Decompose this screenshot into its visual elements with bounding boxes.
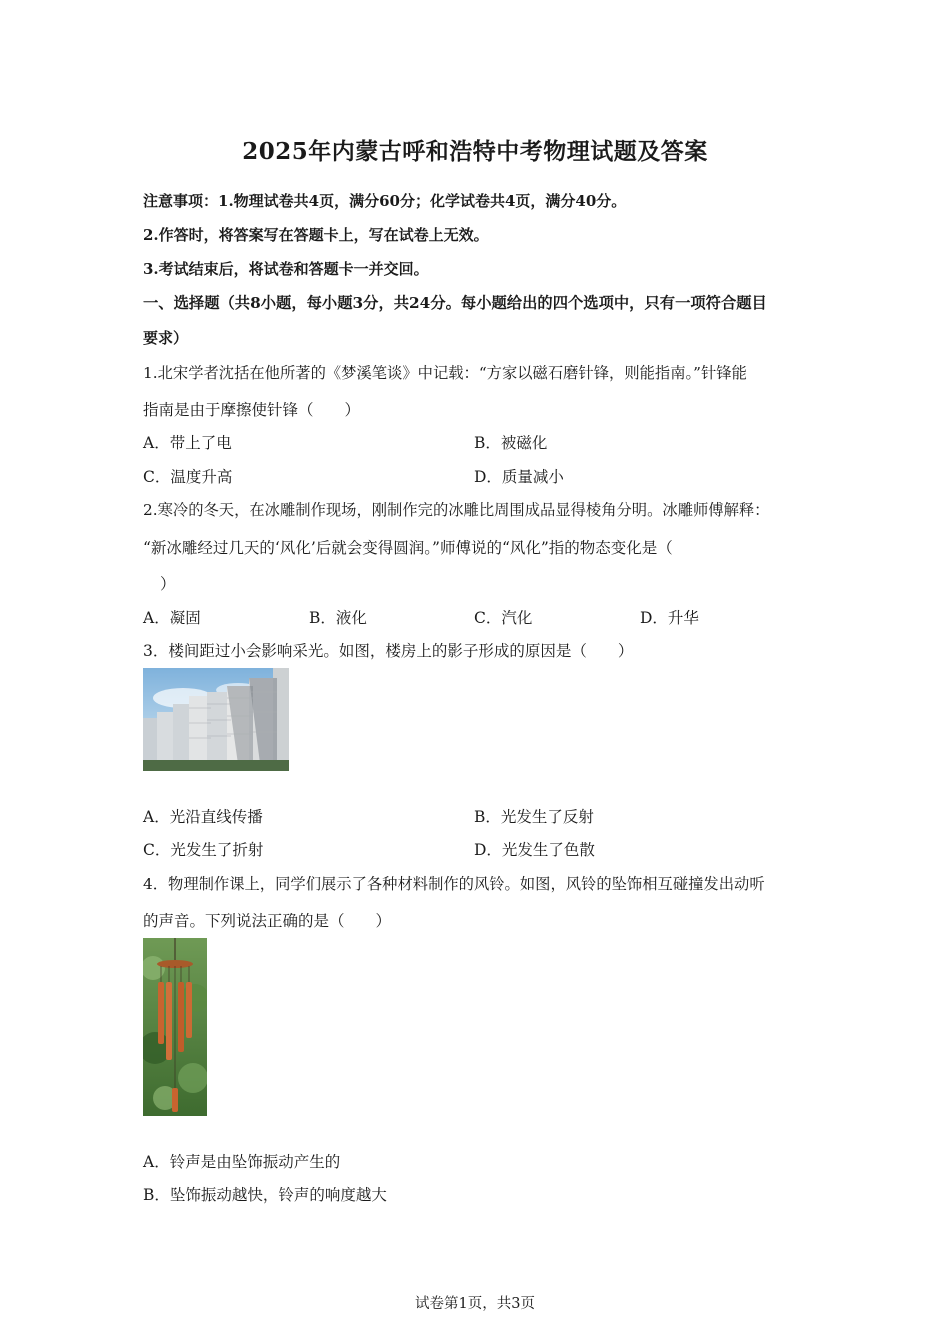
wind-chime-photo: [143, 938, 207, 1116]
q1-stem-line-2: 指南是由于摩擦使针锋（ ）: [143, 401, 361, 419]
q4-option-b: B．坠饰振动越快，铃声的响度越大: [143, 1186, 387, 1204]
q2-stem-line-3: ）: [160, 575, 176, 593]
notes-line-3: 3.考试结束后，将试卷和答题卡一并交回。: [143, 260, 429, 278]
q3-option-b: B．光发生了反射: [474, 808, 594, 826]
q2-option-b: B．液化: [309, 609, 367, 627]
q3-option-c: C．光发生了折射: [143, 841, 264, 859]
q4-stem-line-1: 4．物理制作课上，同学们展示了各种材料制作的风铃。如图，风铃的坠饰相互碰撞发出动听: [143, 875, 765, 893]
q1-stem-line-1: 1.北宋学者沈括在他所著的《梦溪笔谈》中记载：“方家以磁石磨针锋，则能指南。”针锋能: [143, 364, 747, 382]
q3-option-d: D．光发生了色散: [474, 841, 595, 859]
q3-option-a: A．光沿直线传播: [143, 808, 263, 826]
q4-stem-line-2: 的声音。下列说法正确的是（ ）: [143, 912, 392, 930]
q1-option-b: B．被磁化: [474, 434, 548, 452]
notes-line-1: 注意事项：1.物理试卷共4页，满分60分；化学试卷共4页，满分40分。: [143, 192, 627, 210]
q2-option-a: A．凝固: [143, 609, 201, 627]
q2-option-c: C．汽化: [474, 609, 533, 627]
q2-option-d: D．升华: [640, 609, 699, 627]
q2-stem-line-2: “新冰雕经过几天的‘风化’后就会变得圆润。”师傅说的“风化”指的物态变化是（: [143, 539, 673, 557]
notes-line-2: 2.作答时，将答案写在答题卡上，写在试卷上无效。: [143, 226, 489, 244]
q1-option-c: C．温度升高: [143, 468, 233, 486]
q4-option-a: A．铃声是由坠饰振动产生的: [143, 1153, 341, 1171]
buildings-shadow-photo: [143, 668, 289, 771]
section-heading-line-2: 要求）: [143, 329, 189, 347]
section-heading-line-1: 一、选择题（共8小题，每小题3分，共24分。每小题给出的四个选项中，只有一项符合题目: [143, 294, 767, 312]
q1-option-a: A．带上了电: [143, 434, 232, 452]
page-title: 2025年内蒙古呼和浩特中考物理试题及答案: [242, 138, 708, 165]
q2-stem-line-1: 2.寒冷的冬天，在冰雕制作现场，刚制作完的冰雕比周围成品显得棱角分明。冰雕师傅解释：: [143, 501, 770, 519]
q3-stem-line-1: 3．楼间距过小会影响采光。如图，楼房上的影子形成的原因是（ ）: [143, 642, 634, 660]
q1-option-d: D．质量减小: [474, 468, 564, 486]
page-footer: 试卷第1页，共3页: [415, 1296, 535, 1312]
